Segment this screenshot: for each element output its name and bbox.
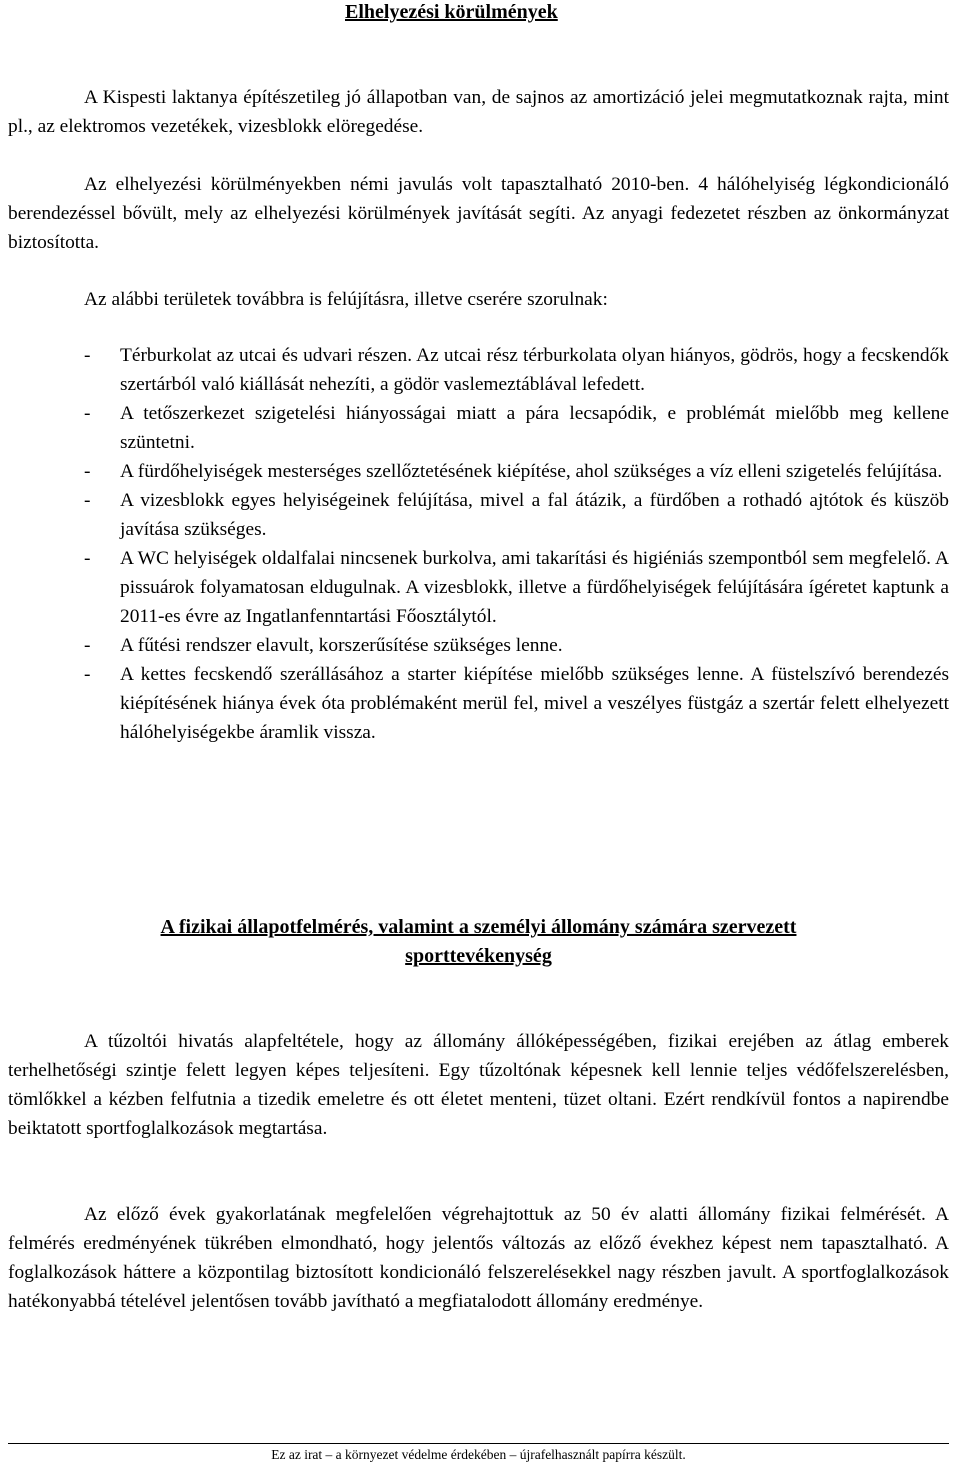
list-dash: - — [84, 345, 91, 366]
paragraph-text: Az elhelyezési körülményekben némi javulás volt tapasztalható 2010-ben. 4 hálóhelyiség légkondicionáló berendezéssel bővült, mely az elhelyezési körülmények javítását segíti. Az anyagi fedezetet részben az önkormányzat biztosította. — [8, 174, 949, 253]
list-dash: - — [84, 548, 91, 569]
list-item-text: A kettes fecskendő szerállásához a starter kiépítése mielőbb szükséges lenne. A füstelszívó berendezés kiépítésének hiánya évek óta problémaként merül fel, mivel a veszélyes füstgáz a szertár felett elhelyezett hálóhelyiségekbe áramlik vissza. — [120, 664, 949, 743]
paragraph-text: Az alábbi területek továbbra is felújításra, illetve cserére szorulnak: — [84, 289, 608, 310]
list-item-text: A fürdőhelyiségek mesterséges szellőztetésének kiépítése, ahol szükséges a víz elleni szigetelés felújítása. — [120, 461, 943, 482]
paragraph-text: Az előző évek gyakorlatának megfelelően végrehajtottuk az 50 év alatti állomány fizikai felmérését. A felmérés eredményének tükrében elmondható, hogy jelentős változás az előző évekhez képest nem tapasztalható. A foglalkozások háttere a központilag biztosított kondicionáló felszerelésekkel nagy részben javult. A sportfoglalkozások hatékonyabbá tételével jelentősen tovább javítható a megfiatalodott állomány eredménye. — [8, 1204, 949, 1312]
list-item — [8, 457, 949, 486]
section-heading-line: A fizikai állapotfelmérés, valamint a személyi állomány számára szervezett — [160, 916, 797, 938]
page-footer: Ez az irat – a környezet védelme érdekében – újrafelhasznált papírra készült. — [271, 1447, 686, 1462]
footer-divider — [8, 1443, 949, 1444]
list-item-text: A vizesblokk egyes helyiségeinek felújítása, mivel a fal átázik, a fürdőben a rothadó ajtótok és küszöb javítása szükséges. — [120, 490, 949, 540]
list-item-text: A WC helyiségek oldalfalai nincsenek burkolva, ami takarítási és higiéniás szempontból sem megfelelő. A pissuárok folyamatosan eldugulnak. A vizesblokk, illetve a fürdőhelyiségek felújítására ígéretet kaptunk a 2011-es évre az Ingatlanfenntartási Főosztálytól. — [120, 548, 949, 627]
paragraph-text: A Kispesti laktanya építészetileg jó állapotban van, de sajnos az amortizáció jelei megmutatkoznak rajta, mint pl., az elektromos vezetékek, vizesblokk elöregedése. — [8, 87, 949, 137]
list-dash: - — [84, 461, 91, 482]
paragraph-assessment — [8, 1200, 949, 1316]
list-item-text: A tetőszerkezet szigetelési hiányosságai miatt a pára lecsapódik, e problémát mielőbb meg kellene szüntetni. — [120, 403, 949, 453]
paragraph-list-intro — [8, 285, 949, 314]
list-item — [8, 631, 949, 660]
list-item-text: Térburkolat az utcai és udvari részen. Az utcai rész térburkolata olyan hiányos, gödrös, hogy a fecskendők szertárból való kiállását nehezíti, a gödör vaslemeztáblával lefedett. — [120, 345, 949, 395]
paragraph-fitness — [8, 1027, 949, 1143]
list-dash: - — [84, 664, 91, 685]
paragraph-improvement — [8, 170, 949, 257]
page-title: Elhelyezési körülmények — [345, 1, 558, 23]
paragraph-condition — [8, 83, 949, 141]
list-dash: - — [84, 490, 91, 511]
list-item — [8, 660, 949, 747]
renovation-list — [8, 341, 949, 747]
section-heading-line: sporttevékenység — [405, 945, 552, 967]
list-item — [8, 399, 949, 457]
list-item — [8, 486, 949, 544]
list-dash: - — [84, 635, 91, 656]
section-heading — [8, 913, 949, 971]
list-item — [8, 544, 949, 631]
list-dash: - — [84, 403, 91, 424]
paragraph-text: A tűzoltói hivatás alapfeltétele, hogy az állomány állóképességében, fizikai erejében az átlag emberek terhelhetőségi szintje felett legyen képes teljesíteni. Egy tűzoltónak képesnek kell lennie teljes védőfelszerelésben, tömlőkkel a kézben felfutnia a tizedik emeletre és ott életet menteni, tüzet oltani. Ezért rendkívül fontos a napirendbe beiktatott sportfoglalkozások megtartása. — [8, 1031, 949, 1139]
list-item — [8, 341, 949, 399]
list-item-text: A fűtési rendszer elavult, korszerűsítése szükséges lenne. — [120, 635, 563, 656]
